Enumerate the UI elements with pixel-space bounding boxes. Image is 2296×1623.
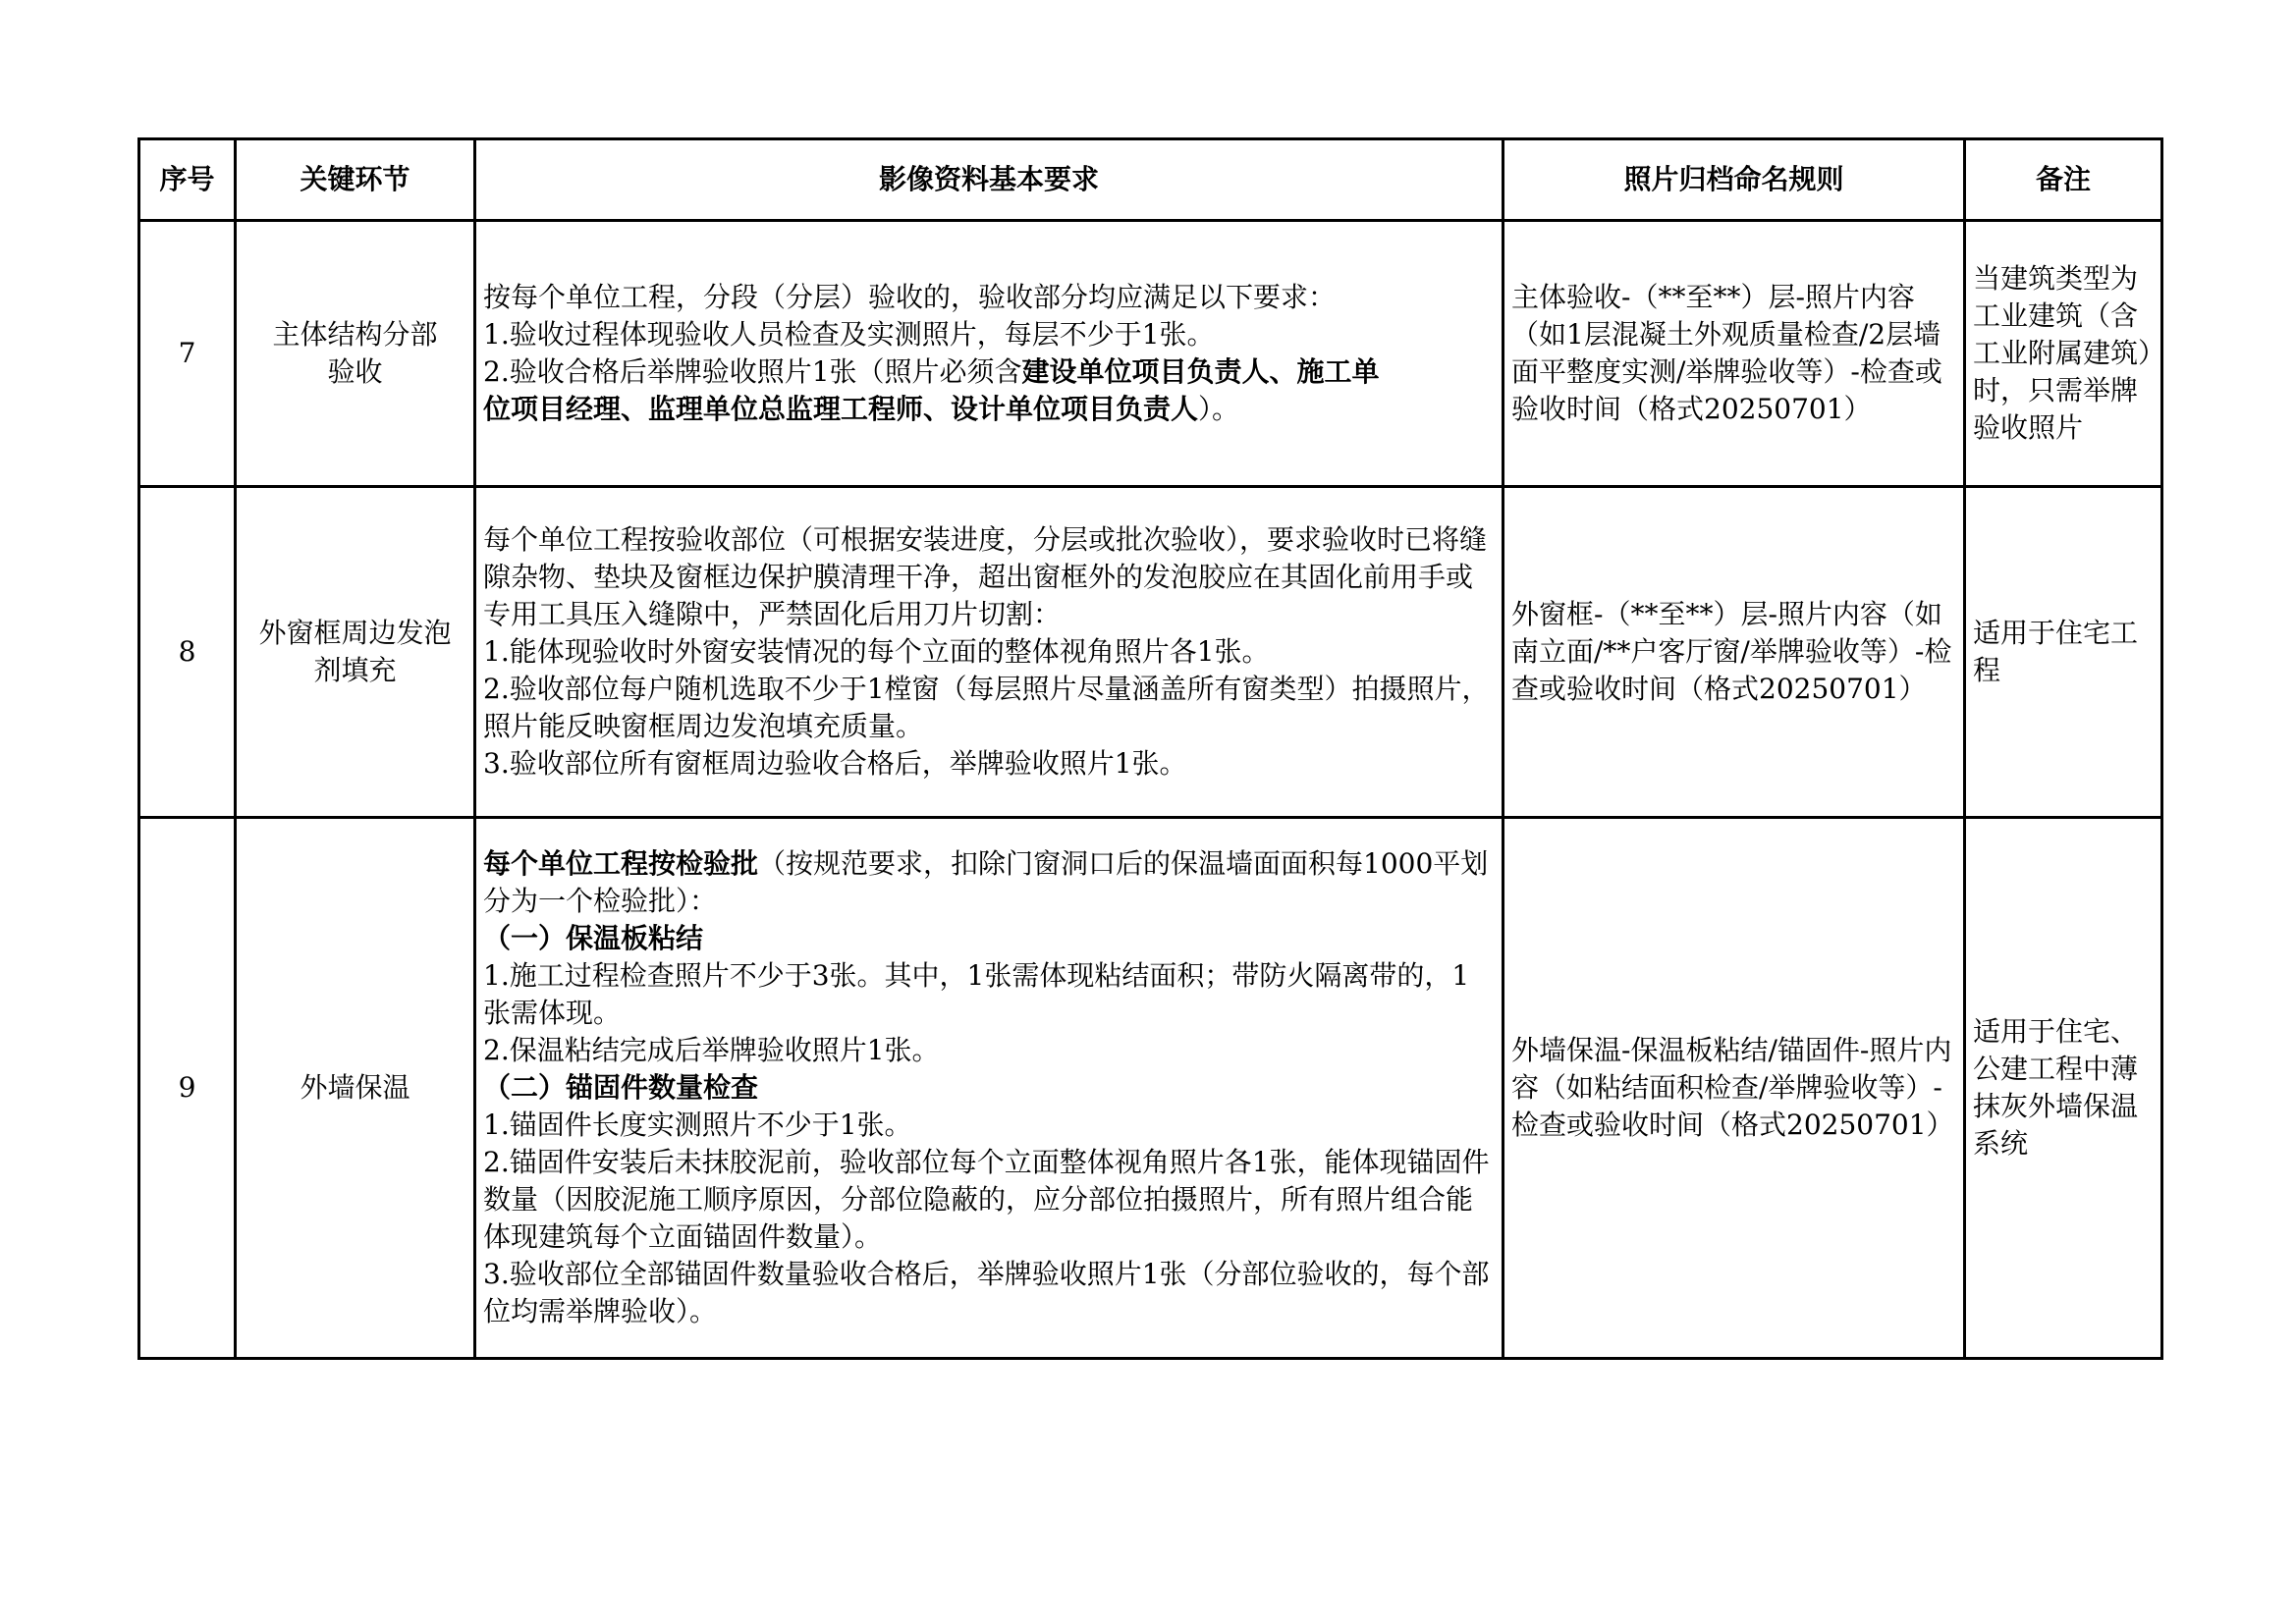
row-stage — [236, 818, 475, 1359]
row-seq: 9 — [139, 818, 236, 1359]
row-remarks: 当建筑类型为工业建筑（含工业附属建筑）时，只需举牌验收照片 — [1965, 221, 2162, 487]
header-requirements: 影像资料基本要求 — [475, 139, 1503, 221]
stage-line: 主体结构分部 — [272, 318, 438, 351]
req-item: 2.锚固件安装后未抹胶泥前，验收部位每个立面整体视角照片各1张，能体现锚固件数量（因胶泥施工顺序原因，分部位隐蔽的，应分部位拍摄照片，所有照片组合能体现建筑每个立面锚固件数量）。 — [483, 1146, 1490, 1253]
header-seq: 序号 — [139, 139, 236, 221]
req-item: 1.施工过程检查照片不少于3张。其中，1张需体现粘结面积；带防火隔离带的，1张需体现。 — [483, 959, 1470, 1029]
req-item: 1.锚固件长度实测照片不少于1张。 — [483, 1109, 912, 1141]
req-bold-text: 每个单位工程按检验批 — [483, 847, 759, 880]
row-seq: 8 — [139, 487, 236, 818]
req-item: 2.保温粘结完成后举牌验收照片1张。 — [483, 1034, 940, 1066]
header-stage: 关键环节 — [236, 139, 475, 221]
row-requirements — [475, 221, 1503, 487]
req-item — [483, 353, 1495, 391]
row-naming: 外窗框-（**至**）层-照片内容（如南立面/**户客厅窗/举牌验收等）-检查或验收时间（格式20250701） — [1503, 487, 1965, 818]
req-item: 1.能体现验收时外窗安装情况的每个立面的整体视角照片各1张。 — [483, 635, 1270, 668]
row-requirements — [475, 487, 1503, 818]
req-text: ）。 — [1198, 393, 1240, 425]
header-naming: 照片归档命名规则 — [1503, 139, 1965, 221]
req-item: 3.验收部位所有窗框周边验收合格后，举牌验收照片1张。 — [483, 747, 1187, 780]
req-section-title: （二）锚固件数量检查 — [483, 1071, 759, 1104]
row-requirements — [475, 818, 1503, 1359]
row-remarks: 适用于住宅工程 — [1965, 487, 2162, 818]
req-item — [483, 845, 1495, 920]
table-row — [139, 818, 2162, 1359]
row-naming: 外墙保温-保温板粘结/锚固件-照片内容（如粘结面积检查/举牌验收等）-检查或验收时间（格式20250701） — [1503, 818, 1965, 1359]
table-header-row — [139, 139, 2162, 221]
req-text: 按每个单位工程，分段（分层）验收的，验收部分均应满足以下要求： — [483, 281, 1337, 313]
req-text: 2.验收合格后举牌验收照片1张（照片必须含 — [483, 355, 1022, 388]
row-naming: 主体验收-（**至**）层-照片内容（如1层混凝土外观质量检查/2层墙面平整度实测/举牌验收等）-检查或验收时间（格式20250701） — [1503, 221, 1965, 487]
row-seq: 7 — [139, 221, 236, 487]
row-remarks: 适用于住宅、公建工程中薄抹灰外墙保温系统 — [1965, 818, 2162, 1359]
table-row — [139, 221, 2162, 487]
header-remarks: 备注 — [1965, 139, 2162, 221]
req-section-title: （一）保温板粘结 — [483, 922, 704, 954]
requirements-table — [137, 137, 2163, 1360]
stage-line: 外墙保温 — [300, 1071, 410, 1104]
req-item: 3.验收部位全部锚固件数量验收合格后，举牌验收照片1张（分部位验收的，每个部位均需举牌验收）。 — [483, 1258, 1490, 1327]
req-item: 1.验收过程体现验收人员检查及实测照片，每层不少于1张。 — [483, 318, 1215, 351]
req-text: 每个单位工程按验收部位（可根据安装进度，分层或批次验收），要求验收时已将缝隙杂物、垫块及窗框边保护膜清理干净，超出窗框外的发泡胶应在其固化前用手或专用工具压入缝隙中，严禁固化后用刀片切割： — [483, 523, 1488, 630]
req-bold-text: 位项目经理、监理单位总监理工程师、设计单位项目负责人 — [483, 393, 1199, 425]
row-stage — [236, 487, 475, 818]
stage-line: 剂填充 — [313, 654, 397, 686]
req-text: （按规范要求，扣除门窗洞口后的保温墙面面积每1000平划分为一个检验批）： — [483, 847, 1489, 917]
row-stage — [236, 221, 475, 487]
req-item — [483, 391, 1495, 428]
req-bold-text: 建设单位项目负责人、施工单 — [1021, 355, 1380, 388]
stage-line: 外窗框周边发泡 — [258, 617, 452, 649]
req-item: 2.验收部位每户随机选取不少于1樘窗（每层照片尽量涵盖所有窗类型）拍摄照片，照片能反映窗框周边发泡填充质量。 — [483, 673, 1490, 742]
stage-line: 验收 — [327, 355, 383, 388]
table-row — [139, 487, 2162, 818]
